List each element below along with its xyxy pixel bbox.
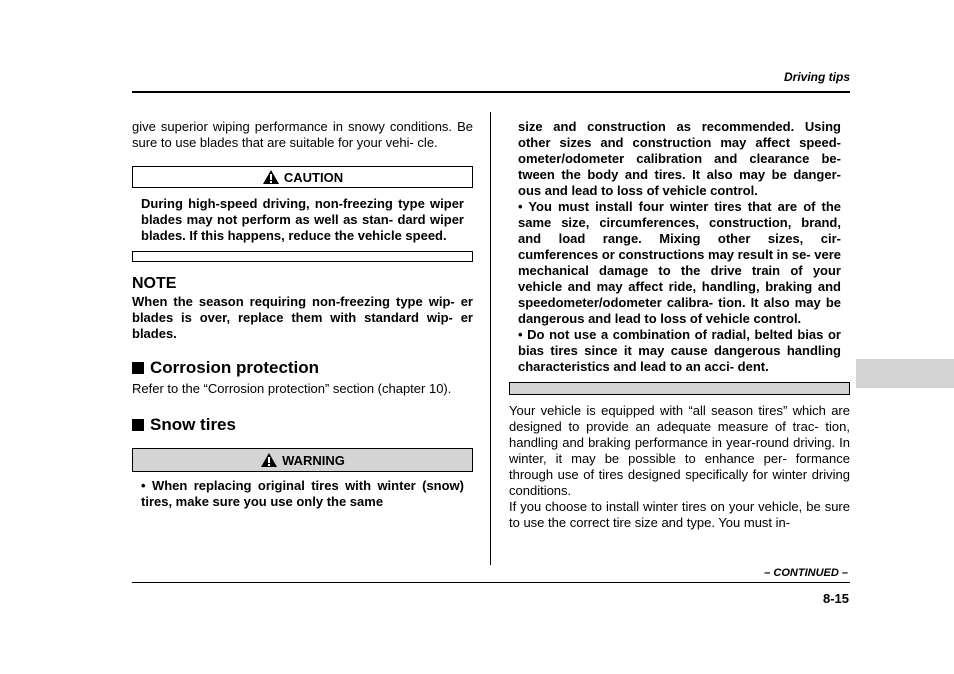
left-column <box>132 119 473 510</box>
continued-label: – CONTINUED – <box>764 567 848 579</box>
chapter-tab <box>856 359 954 388</box>
warning-triangle-icon <box>260 452 278 468</box>
all-season-paragraph: Your vehicle is equipped with “all season tires” which are designed to provide an adequate measure of trac- tion, handling and braking performance in year-round driving. In winter, it may be possible to enhance per- formance through use of tires designed specifically for winter driving conditions. <box>509 403 850 498</box>
warning-end-bar <box>509 382 850 395</box>
warning-bullet-1: • When replacing original tires with winter (snow) tires, make sure you use only the same <box>141 478 464 509</box>
page-number: 8-15 <box>822 591 849 606</box>
caution-header <box>132 166 473 188</box>
warning-bullet-3: • Do not use a combination of radial, belted bias or bias tires since it may cause dangerous handling characteristics and lead to an acci- dent. <box>518 327 841 374</box>
warning-bullet-2: • You must install four winter tires that are of the same size, circumferences, construction, brand, and load range. Mixing other sizes, cir- cumferences or constructions may result in se- vere mechanical damage to the drive train of your vehicle and may affect ride, handling, braking and speedometer/odometer calibra- tion. It also may be dangerous and lead to loss of vehicle control. <box>518 199 841 326</box>
caution-text: During high-speed driving, non-freezing type wiper blades may not perform as well as stan- dard wiper blades. If this happens, reduce the vehicle speed. <box>141 196 464 243</box>
header-rule <box>132 91 850 93</box>
column-divider <box>490 112 491 565</box>
corrosion-heading: Corrosion protection <box>132 358 473 378</box>
right-column <box>509 119 850 531</box>
intro-paragraph: give superior wiping performance in snowy conditions. Be sure to use blades that are suitable for your vehi- cle. <box>132 119 473 150</box>
footer-rule <box>132 582 850 583</box>
caution-end-bar <box>132 251 473 262</box>
warning-header <box>132 448 473 472</box>
caution-label: CAUTION <box>283 169 344 185</box>
warning-continued: size and construction as recommended. Using other sizes and construction may affect speed- ometer/odometer calibration and clearance be- tween the body and tires. It also may be danger- ous and lead to loss of vehicle control. <box>518 119 841 198</box>
square-bullet-icon <box>132 419 144 431</box>
warning-label: WARNING <box>282 452 345 468</box>
note-text: When the season requiring non-freezing type wip- er blades is over, replace them with standard wip- er blades. <box>132 294 473 341</box>
warning-triangle-icon <box>262 169 280 185</box>
note-title: NOTE <box>132 275 177 292</box>
running-header: Driving tips <box>783 70 850 84</box>
winter-tires-paragraph: If you choose to install winter tires on your vehicle, be sure to use the correct tire size and type. You must in- <box>509 499 850 530</box>
snow-tires-heading: Snow tires <box>132 415 473 435</box>
corrosion-text: Refer to the “Corrosion protection” section (chapter 10). <box>132 381 452 396</box>
square-bullet-icon <box>132 362 144 374</box>
